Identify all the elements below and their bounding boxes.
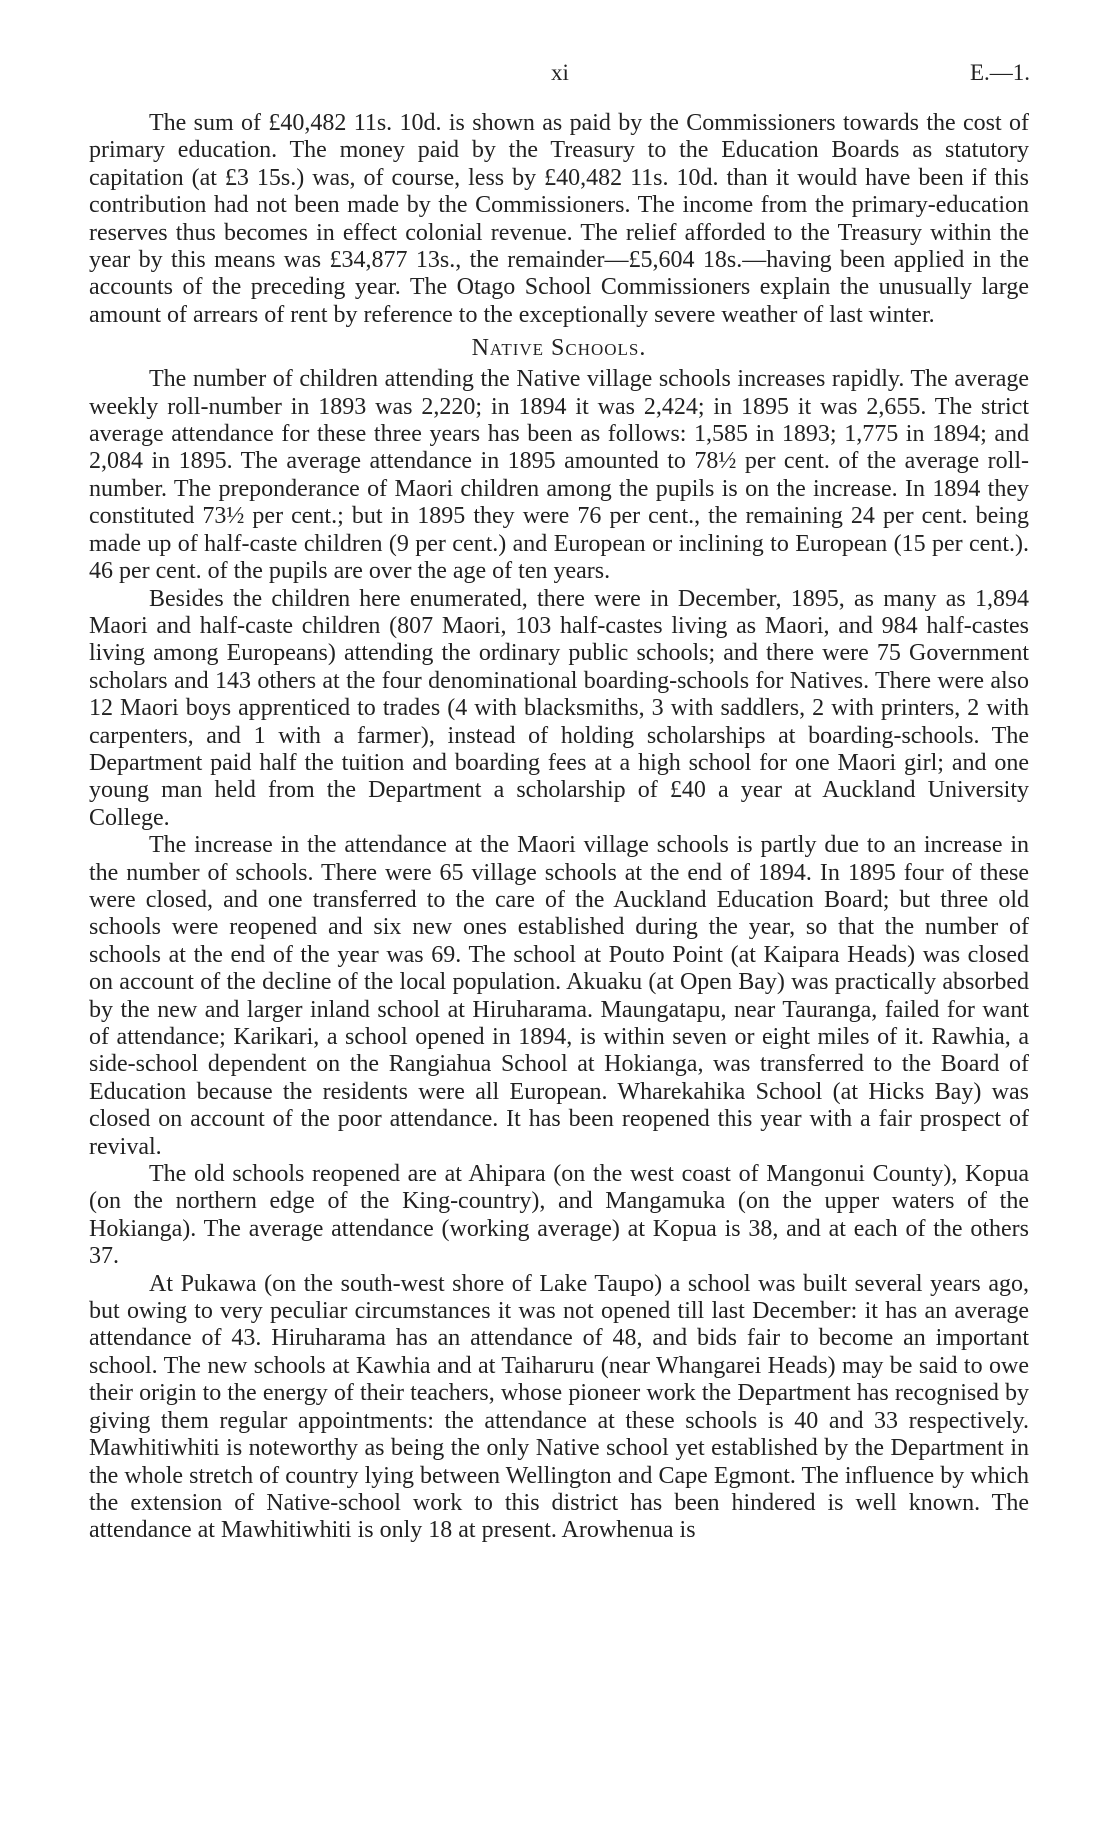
page-number: xi xyxy=(551,60,569,85)
paragraph-commissioners: The sum of £40,482 11s. 10d. is shown as paid by the Commissioners towards the cost of primary education. The money paid by the Treasury to the Education Boards as statutory capitation (at £3 15s.) was, of course, less by £40,482 11s. 10d. than it would have been if this contribution had not been made by the Commissioners. The income from the primary-education reserves thus becomes in effect colonial revenue. The relief afforded to the Treasury within the year by this means was £34,877 13s., the remainder—£5,604 18s.—having been applied in the accounts of the preceding year. The Otago School Commissioners explain the unusually large amount of arrears of rent by reference to the exceptionally severe weather of last winter. xyxy=(89,110,1029,328)
page-header xyxy=(90,60,1030,92)
paragraph-increase: The increase in the attendance at the Maori village schools is partly due to an increase in the number of schools. There were 65 village schools at the end of 1894. In 1895 four of these were closed, and one transferred to the care of the Auckland Education Board; but three old schools were reopened and six new ones established during the year, so that the number of schools at the end of the year was 69. The school at Pouto Point (at Kaipara Heads) was closed on account of the decline of the local population. Akuaku (at Open Bay) was practically absorbed by the new and larger inland school at Hiruharama. Maungatapu, near Tauranga, failed for want of attendance; Karikari, a school opened in 1894, is within seven or eight miles of it. Rawhia, a side-school dependent on the Rangiahua School at Hokianga, was transferred to the Board of Education because the residents were all European. Wharekahika School (at Hicks Bay) was closed on account of the poor attendance. It has been reopened this year with a fair prospect of revival. xyxy=(89,832,1029,1160)
body-text xyxy=(89,110,1029,1545)
section-heading-native-schools: Native Schools. xyxy=(471,335,647,362)
paragraph-pukawa: At Pukawa (on the south-west shore of Lake Taupo) a school was built several years ago, but owing to very peculiar circumstances it was not opened till last December: it has an average attendance of 43. Hiruharama has an attendance of 48, and bids fair to become an important school. The new schools at Kawhia and at Taiharuru (near Whangarei Heads) may be said to owe their origin to the energy of their teachers, whose pioneer work the Department has recognised by giving them regular appointments: the attendance at these schools is 40 and 33 respectively. Mawhitiwhiti is noteworthy as being the only Native school yet established by the Department in the whole stretch of country lying between Wellington and Cape Egmont. The influence by which the extension of Native-school work to this district has been hindered is well known. The attendance at Mawhitiwhiti is only 18 at present. Arowhenua is xyxy=(89,1270,1029,1544)
paragraph-enumerated: Besides the children here enumerated, there were in December, 1895, as many as 1,894 Maori and half-caste children (807 Maori, 103 half-castes living as Maori, and 984 half-castes living among Europeans) attending the ordinary public schools; and there were 75 Government scholars and 143 others at the four denominational boarding-schools for Natives. There were also 12 Maori boys apprenticed to trades (4 with blacksmiths, 3 with saddlers, 2 with printers, 2 with carpenters, and 1 with a farmer), instead of holding scholarships at boarding-schools. The Department paid half the tuition and boarding fees at a high school for one Maori girl; and one young man held from the Department a scholarship of £40 a year at Auckland University College. xyxy=(89,585,1029,831)
document-reference: E.—1. xyxy=(969,60,1030,85)
paragraph-reopened: The old schools reopened are at Ahipara (on the west coast of Mangonui County), Kopua (on the northern edge of the King-country), and Mangamuka (on the upper waters of the Hokianga). The average attendance (working average) at Kopua is 38, and at each of the others 37. xyxy=(89,1161,1029,1270)
paragraph-attendance: The number of children attending the Native village schools increases rapidly. The average weekly roll-number in 1893 was 2,220; in 1894 it was 2,424; in 1895 it was 2,655. The strict average attendance for these three years has been as follows: 1,585 in 1893; 1,775 in 1894; and 2,084 in 1895. The average attendance in 1895 amounted to 78½ per cent. of the average roll-number. The preponderance of Maori children among the pupils is on the increase. In 1894 they constituted 73½ per cent.; but in 1895 they were 76 per cent., the remaining 24 per cent. being made up of half-caste children (9 per cent.) and European or inclining to European (15 per cent.). 46 per cent. of the pupils are over the age of ten years. xyxy=(89,366,1029,585)
